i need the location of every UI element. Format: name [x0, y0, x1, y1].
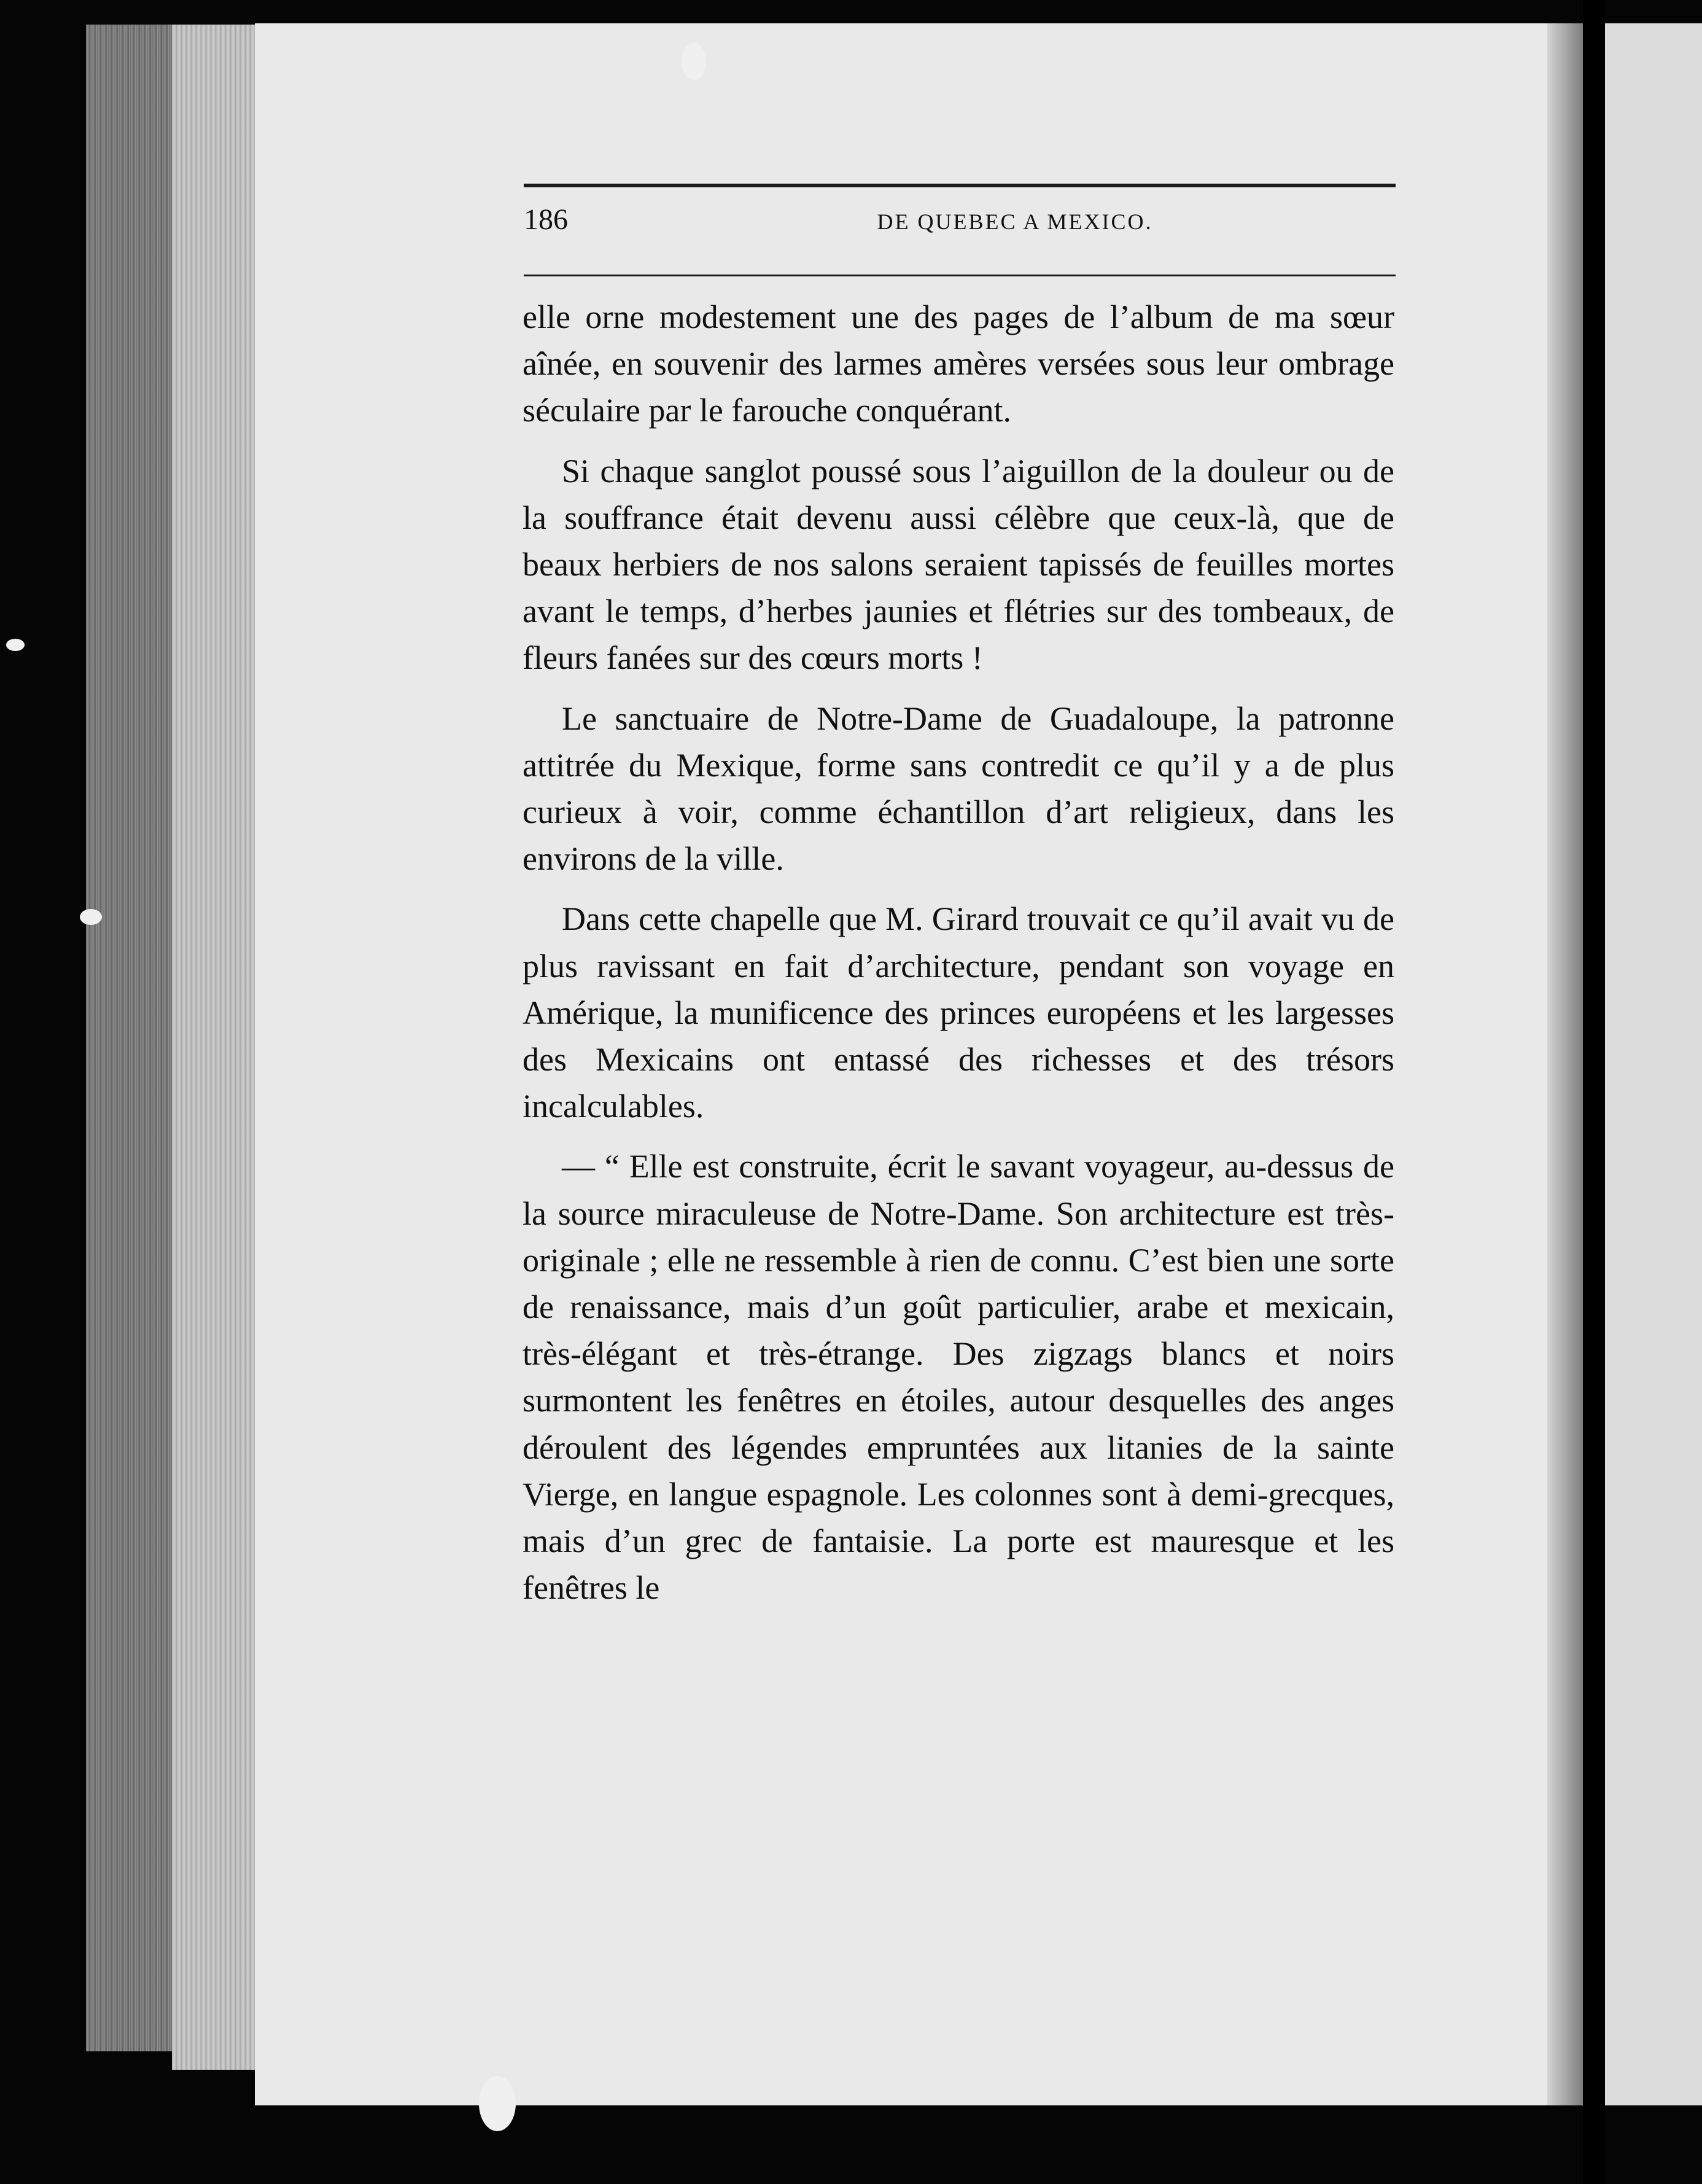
spine-shadow [1547, 23, 1584, 2105]
scan-dust [6, 639, 25, 651]
scan-dust [80, 909, 102, 925]
facing-page-edge [1605, 23, 1702, 2105]
scan-dust [479, 2076, 516, 2131]
page-number: 186 [524, 203, 568, 236]
page-edges-inner [172, 25, 258, 2070]
scan-dust [682, 43, 706, 80]
body-text [523, 294, 1394, 1624]
book-gutter [1583, 0, 1605, 2184]
page-header [524, 203, 1396, 252]
paragraph: — “ Elle est construite, écrit le savant voyageur, au-dessus de la source miraculeuse de Notre-Dame. Son architecture est très-originale ; elle ne ressemble à rien de connu. C’est bien une sorte de renaissance, mais d’un goût particulier, arabe et mexicain, très-élégant et très-étrange. Des zigzags blancs et noirs surmontent les fenêtres en étoiles, autour desquelles des anges déroulent des légendes empruntées aux litanies de la sainte Vierge, en langue espagnole. Les colonnes sont à demi-grecques, mais d’un grec de fantaisie. La porte est mauresque et les fenêtres le [523, 1148, 1394, 1607]
paragraph: Si chaque sanglot poussé sous l’aiguillon de la douleur ou de la souffrance était devenu aussi célèbre que ceux-là, que de beaux herbiers de nos salons seraient tapissés de feuilles mortes avant le temps, d’herbes jaunies et flétries sur des tombeaux, de fleurs fanées sur des cœurs morts ! [523, 452, 1394, 677]
paragraph: Dans cette chapelle que M. Girard trouvait ce qu’il avait vu de plus ravissant en fait d’architecture, pendant son voyage en Amérique, la munificence des princes européens et les largesses des Mexicains ont entassé des richesses et des trésors incalculables. [523, 900, 1394, 1125]
header-rule-bottom [524, 275, 1396, 276]
paragraph: Le sanctuaire de Notre-Dame de Guadaloupe, la patronne attitrée du Mexique, forme sans contredit ce qu’il y a de plus curieux à voir, comme échantillon d’art religieux, dans les environs de la ville. [523, 700, 1394, 878]
header-rule-top [524, 184, 1396, 187]
paragraph: elle orne modestement une des pages de l’album de ma sœur aînée, en souvenir des larmes amères versées sous leur ombrage séculaire par le farouche conquérant. [523, 298, 1394, 429]
running-head: DE QUEBEC A MEXICO. [877, 209, 1153, 234]
